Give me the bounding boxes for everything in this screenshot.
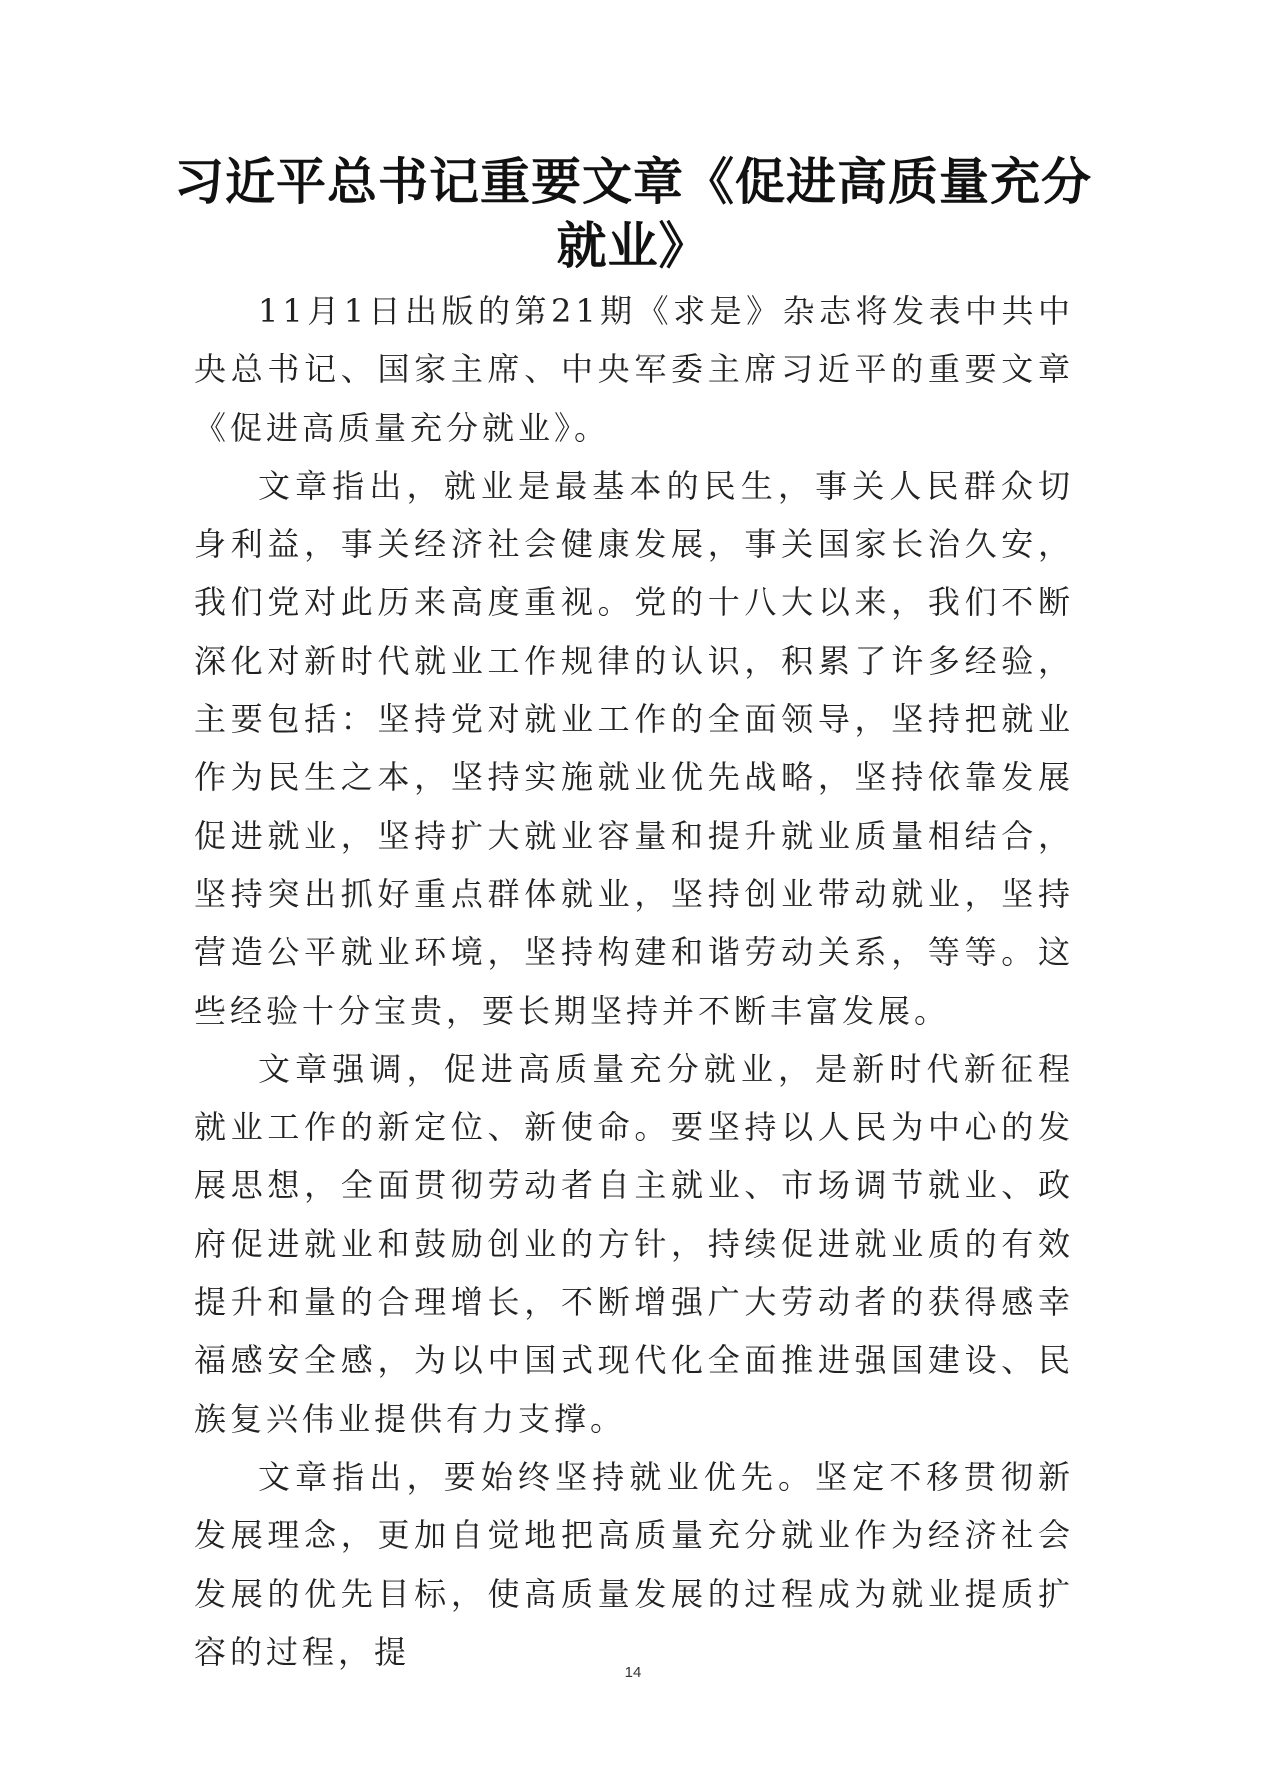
paragraph-4: 文章指出，要始终坚持就业优先。坚定不移贯彻新发展理念，更加自觉地把高质量充分就业作为经济社会发展的优先目标，使高质量发展的过程成为就业提质扩容的过程，提 — [194, 1457, 1074, 1671]
paragraph-2: 文章指出，就业是最基本的民生，事关人民群众切身利益，事关经济社会健康发展，事关国家长治久安，我们党对此历来高度重视。党的十八大以来，我们不断深化对新时代就业工作规律的认识，积累了许多经验，主要包括：坚持党对就业工作的全面领导，坚持把就业作为民生之本，坚持实施就业优先战略，坚持依靠发展促进就业，坚持扩大就业容量和提升就业质量相结合，坚持突出抓好重点群体就业，坚持创业带动就业，坚持营造公平就业环境，坚持构建和谐劳动关系，等等。这些经验十分宝贵，要长期坚持并不断丰富发展。 — [194, 466, 1074, 1030]
paragraph-1: 11月1日出版的第21期《求是》杂志将发表中共中央总书记、国家主席、中央军委主席习近平的重要文章《促进高质量充分就业》。 — [194, 292, 1074, 447]
paragraph-3: 文章强调，促进高质量充分就业，是新时代新征程就业工作的新定位、新使命。要坚持以人民为中心的发展思想，全面贯彻劳动者自主就业、市场调节就业、政府促进就业和鼓励创业的方针，持续促进就业质的有效提升和量的合理增长，不断增强广大劳动者的获得感幸福感安全感，为以中国式现代化全面推进强国建设、民族复兴伟业提供有力支撑。 — [194, 1049, 1074, 1438]
document-title: 习近平总书记重要文章《促进高质量充分就业》 — [174, 152, 1092, 275]
page-number: 14 — [624, 1664, 642, 1681]
document-body — [194, 282, 1074, 1681]
